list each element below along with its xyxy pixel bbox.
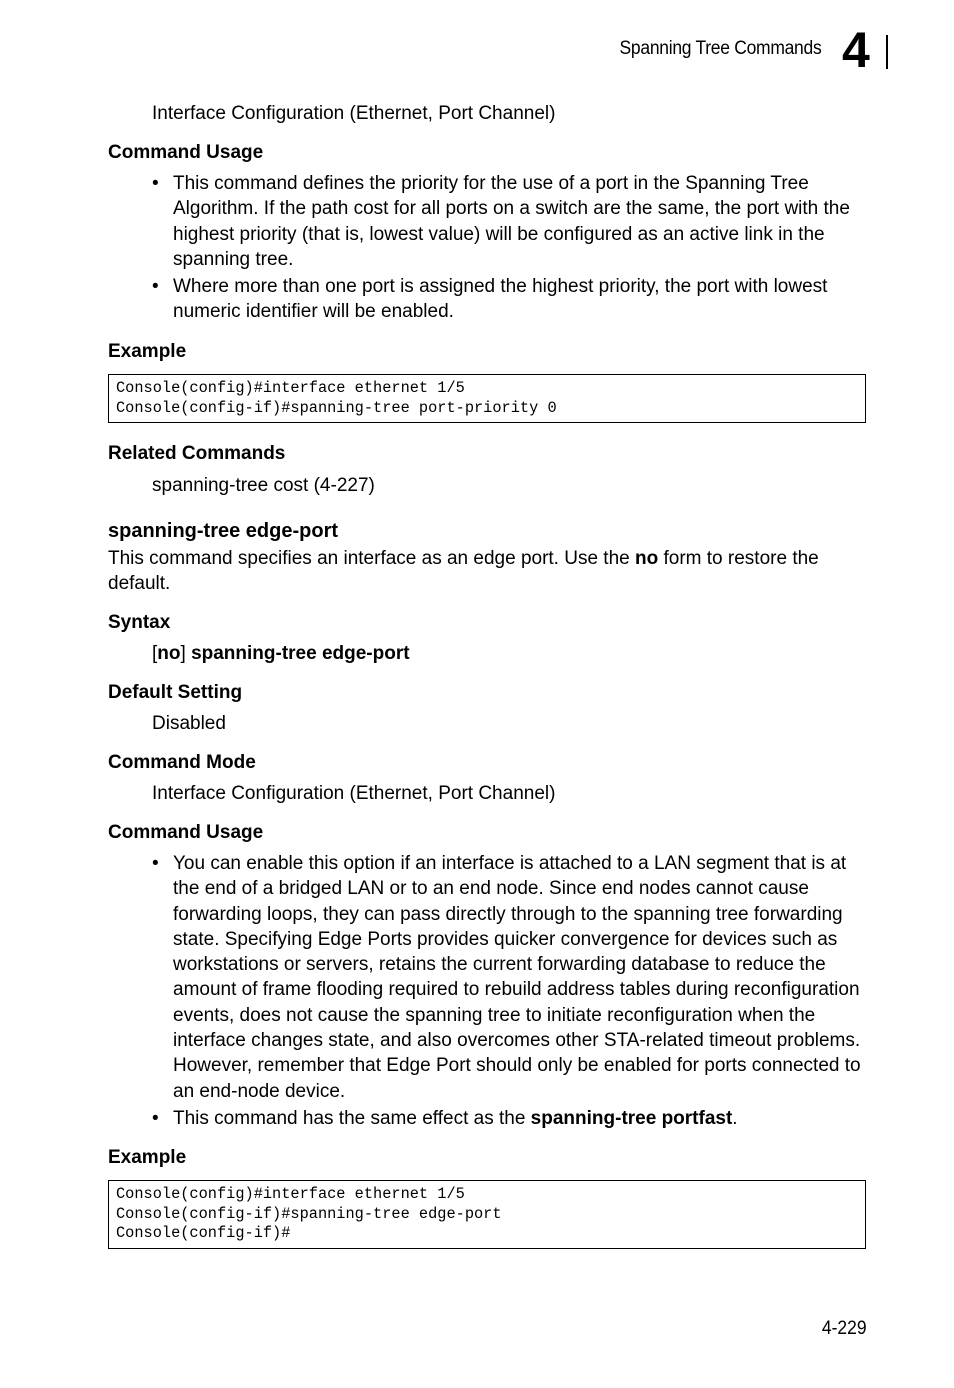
command-usage-list [152, 171, 867, 327]
code-example-2 [108, 1180, 866, 1249]
code-example-1 [108, 374, 866, 423]
example-heading: Example [108, 1147, 187, 1168]
page-number: 4-229 [822, 1318, 867, 1339]
command-mode-text-top: Interface Configuration (Ethernet, Port Channel) [152, 103, 556, 124]
command-description: This command specifies an interface as an edge port. Use the no form to restore the default. [108, 548, 819, 595]
related-command-link: spanning-tree cost (4-227) [152, 475, 375, 496]
command-usage-list [152, 851, 867, 1133]
code-line: Console(config)#interface ethernet 1/5 [116, 1185, 465, 1203]
syntax-text: [no] spanning-tree edge-port [152, 643, 410, 664]
command-usage-heading: Command Usage [108, 142, 264, 163]
list-item: • You can enable this option if an interface is attached to a LAN segment that is at the end of a bridged LAN or to an end node. Since end nodes cannot cause forwarding loops, they can pass directly through to the spanning tree forwarding state. Specifying Edge Ports provides quicker convergence for devices such as workstations or servers, retains the current forwarding database to reduce the amount of frame flooding required to rebuild address tables during reconfiguration events, does not cause the spanning tree to initiate reconfiguration when the interface changes state, and also overcomes other STA-related timeout problems. However, remember that Edge Port should only be enabled for ports connected to an end-node device. [152, 853, 861, 1102]
command-mode-heading: Command Mode [108, 752, 256, 773]
running-header-title: Spanning Tree Commands [619, 38, 821, 59]
chapter-number: 4 [842, 22, 870, 78]
chapter-divider [886, 35, 888, 69]
code-line: Console(config-if)#spanning-tree edge-port [116, 1204, 502, 1223]
code-line: Console(config)#interface ethernet 1/5 [116, 379, 465, 397]
default-setting-heading: Default Setting [108, 682, 243, 703]
command-usage-heading: Command Usage [108, 822, 264, 843]
related-commands-heading: Related Commands [108, 443, 286, 464]
command-title: spanning-tree edge-port [108, 520, 339, 542]
code-line: Console(config-if)# [116, 1224, 291, 1242]
code-line: Console(config-if)#spanning-tree port-priority 0 [116, 398, 557, 417]
default-setting-value: Disabled [152, 713, 226, 734]
list-item: • This command defines the priority for the use of a port in the Spanning Tree Algorithm. If the path cost for all ports on a switch are the same, the port with the highest priority (that is, lowest value) will be configured as an active link in the spanning tree. [152, 173, 850, 270]
command-mode-text: Interface Configuration (Ethernet, Port Channel) [152, 783, 556, 804]
list-item: • This command has the same effect as the spanning-tree portfast. [152, 1107, 738, 1129]
syntax-heading: Syntax [108, 612, 171, 633]
example-heading: Example [108, 341, 187, 362]
list-item: • Where more than one port is assigned the highest priority, the port with lowest numeric identifier will be enabled. [152, 276, 828, 323]
